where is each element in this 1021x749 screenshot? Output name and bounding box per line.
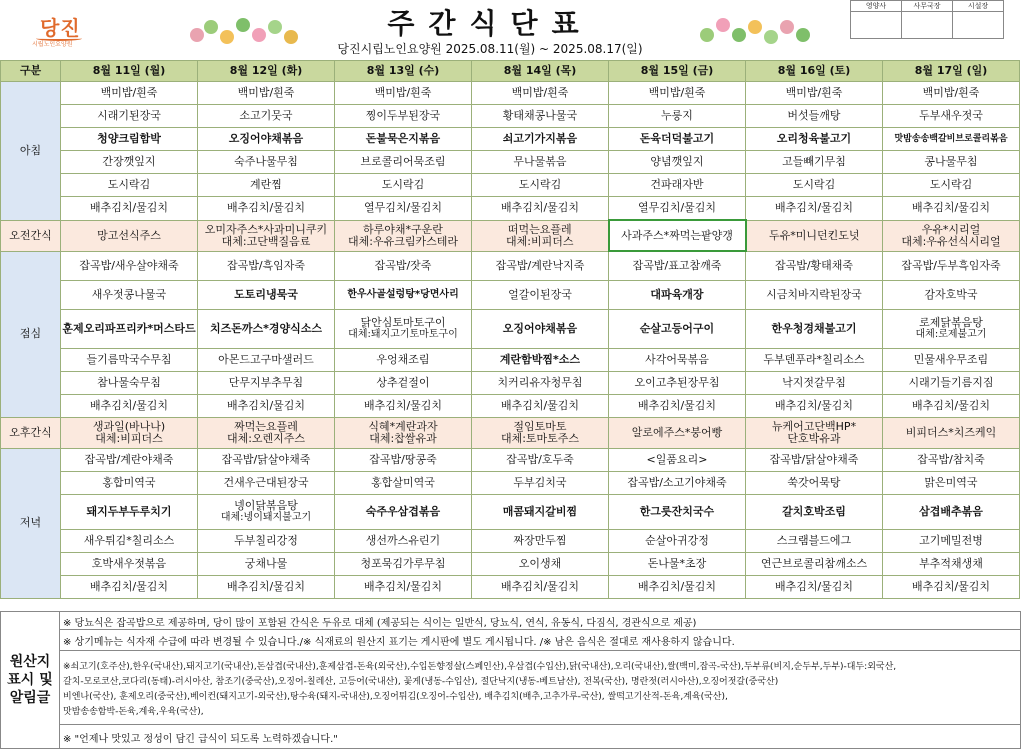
menu-cell-main: 오징어야채볶음 <box>472 309 609 348</box>
leaf-decoration-right <box>700 10 830 50</box>
day-header: 8월 12일 (화) <box>198 61 335 82</box>
snack-item: 우유*시리얼 <box>921 222 981 236</box>
menu-cell: 감자호박국 <box>883 280 1020 309</box>
menu-cell-main: 오징어야채볶음 <box>198 128 335 151</box>
menu-cell-main: 청양크림함박 <box>61 128 198 151</box>
menu-cell: 오이생채 <box>472 552 609 575</box>
menu-cell: 스크램블드에그 <box>746 529 883 552</box>
menu-cell: 배추김치/물김치 <box>609 575 746 598</box>
snack-cell <box>335 220 472 251</box>
menu-cell: 백미밥/흰죽 <box>335 82 472 105</box>
main-dish: 넹이닭볶음탕 <box>234 498 298 512</box>
note-line: 갈치-모로코산,코다리(동태)-러시아산, 참조기(중국산),오징어-칠레산, 고등어(국내산), 꽃게(냉동-수입산), 절단낙지(냉동-베트남산), 전복(국산), 명란젓(러시아산),오징어젓갈(중국산) <box>63 677 779 687</box>
breakfast-row <box>1 174 1020 197</box>
snack-item: 생과일(바나나) <box>92 419 166 433</box>
menu-cell: 백미밥/흰죽 <box>746 82 883 105</box>
menu-cell: 잡곡밥/두부흑임자죽 <box>883 251 1020 280</box>
breakfast-row <box>1 128 1020 151</box>
dinner-row <box>1 494 1020 529</box>
menu-cell-main: 삼겹배추볶음 <box>883 494 1020 529</box>
snack-sub: 단호박유과 <box>787 431 841 445</box>
note-line: 비엔나(국산), 훈제오리(중국산),베이컨(돼지고기-외국산),탕수육(돼지-국내산),오징어튀김(오징어-수입산), 배추김치(배추,고추가루-국산), 쌀떡고기산적-돈육,계육(국산), <box>63 692 728 702</box>
menu-cell: 시금치바지락된장국 <box>746 280 883 309</box>
menu-cell: 민물새우무조림 <box>883 348 1020 371</box>
menu-cell-main: 돈육더덕불고기 <box>609 128 746 151</box>
menu-cell: 무나물볶음 <box>472 151 609 174</box>
pm-snack-row <box>1 417 1020 448</box>
menu-cell: 계란찜 <box>198 174 335 197</box>
menu-cell: 간장깻잎지 <box>61 151 198 174</box>
menu-cell: 잡곡밥/참치죽 <box>883 448 1020 471</box>
menu-cell: 부추적채생채 <box>883 552 1020 575</box>
snack-item: 망고선식주스 <box>97 228 161 242</box>
menu-cell: 두부김치국 <box>472 471 609 494</box>
menu-cell: 콩나물무침 <box>883 151 1020 174</box>
page-header <box>0 0 1021 60</box>
menu-cell-main: 갈치호박조림 <box>746 494 883 529</box>
menu-cell: 배추김치/물김치 <box>198 575 335 598</box>
am-snack-row <box>1 220 1020 251</box>
menu-cell: 배추김치/물김치 <box>883 197 1020 221</box>
dinner-row <box>1 552 1020 575</box>
logo-subtext: 시립노인요양원 <box>32 41 73 48</box>
note-divider <box>60 650 1020 651</box>
menu-cell: 배추김치/물김치 <box>746 394 883 417</box>
menu-cell: 참나물숙무침 <box>61 371 198 394</box>
menu-cell: 배추김치/물김치 <box>198 394 335 417</box>
menu-cell: 잡곡밥/닭살야채죽 <box>746 448 883 471</box>
page-title: 주간식단표 <box>387 7 593 40</box>
menu-cell: 배추김치/물김치 <box>198 197 335 221</box>
menu-cell: 배추김치/물김치 <box>472 197 609 221</box>
lunch-row <box>1 348 1020 371</box>
substitute-dish: 대체:로제불고기 <box>915 328 987 340</box>
lunch-label: 점심 <box>1 251 61 417</box>
menu-cell: 단무지부추무침 <box>198 371 335 394</box>
menu-cell: 잡곡밥/소고기야채죽 <box>609 471 746 494</box>
note-line: ※ 상기메뉴는 식자재 수급에 따라 변경될 수 있습니다./※ 식재료의 원산지 표기는 게시판에 별도 게시됩니다. /※ 남은 음식은 절대로 재사용하지 않습니다. <box>63 637 735 648</box>
menu-cell: 도시락김 <box>746 174 883 197</box>
menu-cell: 사각어묵볶음 <box>609 348 746 371</box>
menu-cell: 시래기들기름지짐 <box>883 371 1020 394</box>
menu-cell-main: 도토리냉묵국 <box>198 280 335 309</box>
menu-cell: 잡곡밥/닭살야채죽 <box>198 448 335 471</box>
menu-cell: 돈나물*초장 <box>609 552 746 575</box>
menu-cell: 청포묵김가루무침 <box>335 552 472 575</box>
approval-label: 영양사 <box>851 1 902 12</box>
menu-cell: 브로콜리어묵조림 <box>335 151 472 174</box>
menu-cell-main: 치즈돈까스*경양식소스 <box>198 309 335 348</box>
category-header: 구분 <box>1 61 61 82</box>
menu-cell: 순살아귀강정 <box>609 529 746 552</box>
menu-cell: 궁채나물 <box>198 552 335 575</box>
menu-cell-main: 쇠고기가지볶음 <box>472 128 609 151</box>
menu-cell: 쑥갓어묵탕 <box>746 471 883 494</box>
menu-cell: 잡곡밥/호두죽 <box>472 448 609 471</box>
main-dish: 로제닭볶음탕 <box>919 315 983 329</box>
snack-cell <box>746 220 883 251</box>
snack-item: 하루야채*구운란 <box>363 222 443 236</box>
menu-cell: 오이고추된장무침 <box>609 371 746 394</box>
menu-cell: 연근브로콜리참깨소스 <box>746 552 883 575</box>
pm-snack-label: 오후간식 <box>1 417 61 448</box>
substitute-dish: 대체:넹이돼지불고기 <box>220 511 312 523</box>
menu-cell: 두부새우젓국 <box>883 105 1020 128</box>
menu-cell: 배추김치/물김치 <box>609 394 746 417</box>
approval-label: 시설장 <box>953 1 1004 12</box>
menu-cell-main: 계란함박찜*소스 <box>472 348 609 371</box>
menu-cell: 백미밥/흰죽 <box>198 82 335 105</box>
menu-cell: 배추김치/물김치 <box>335 575 472 598</box>
menu-cell: 버섯들깨탕 <box>746 105 883 128</box>
menu-cell: 두부칠리강정 <box>198 529 335 552</box>
snack-sub: 대체:비피더스 <box>506 234 574 248</box>
lunch-row <box>1 280 1020 309</box>
menu-cell: 잡곡밥/땅콩죽 <box>335 448 472 471</box>
menu-cell: 호박새우젓볶음 <box>61 552 198 575</box>
note-line: 맛밤송송함박-돈육,계육,우육(국산), <box>63 707 204 717</box>
menu-cell: 치커리유자청무침 <box>472 371 609 394</box>
menu-cell-main: 맛밤송송백갈비브로콜리볶음 <box>883 128 1020 151</box>
breakfast-row <box>1 151 1020 174</box>
menu-cell: 배추김치/물김치 <box>472 394 609 417</box>
snack-sub: 대체:오렌지주스 <box>226 431 306 445</box>
snack-cell <box>883 417 1020 448</box>
dinner-row <box>1 529 1020 552</box>
menu-cell: 잡곡밥/표고참깨죽 <box>609 251 746 280</box>
dinner-row <box>1 448 1020 471</box>
menu-cell: 양념깻잎지 <box>609 151 746 174</box>
weekly-menu-table <box>0 60 1020 599</box>
menu-cell: 백미밥/흰죽 <box>61 82 198 105</box>
menu-cell-main <box>883 309 1020 348</box>
menu-cell: 배추김치/물김치 <box>472 575 609 598</box>
snack-cell <box>61 220 198 251</box>
menu-cell-main: 한우청경채불고기 <box>746 309 883 348</box>
menu-cell: 도시락김 <box>61 174 198 197</box>
menu-cell: 도시락김 <box>335 174 472 197</box>
snack-sub: 대체:토마토주스 <box>500 431 580 445</box>
menu-cell-main: 돼지두부두루치기 <box>61 494 198 529</box>
snack-item: 떠먹는요플레 <box>507 222 572 236</box>
menu-cell-main <box>335 309 472 348</box>
approval-sign <box>851 12 902 39</box>
facility-logo <box>32 12 88 54</box>
note-divider <box>60 629 1020 630</box>
note-line: ※쇠고기(호주산),한우(국내산),돼지고기(국내산),돈삼겹(국내산),훈제삼겹-돈육(외국산),수입돈향정살(스페인산),우삼겹(수입산),닭(국내산),오리(국내산),쌀(백미,잡곡-국산),두부류(비지,순두부,두부)-대두:외국산, <box>63 662 897 672</box>
snack-sub: 대체:고단백질음료 <box>221 234 311 248</box>
day-header: 8월 16일 (토) <box>746 61 883 82</box>
menu-cell: 새우튀김*칠리소스 <box>61 529 198 552</box>
snack-item: 두유*미니던킨도넛 <box>768 228 860 242</box>
snack-cell <box>335 417 472 448</box>
menu-cell: 배추김치/물김치 <box>746 575 883 598</box>
menu-cell: 백미밥/흰죽 <box>609 82 746 105</box>
main-dish: 닭안심토마토구이 <box>360 315 446 329</box>
notes-section <box>0 611 1021 749</box>
snack-cell-selected[interactable] <box>609 220 746 251</box>
menu-cell: 잡곡밥/새우살야채죽 <box>61 251 198 280</box>
approval-label: 사무국장 <box>902 1 953 12</box>
breakfast-row <box>1 197 1020 221</box>
snack-cell <box>198 220 335 251</box>
snack-sub: 대체:찹쌀유과 <box>369 431 437 445</box>
lunch-row <box>1 251 1020 280</box>
menu-cell: 새우젓콩나물국 <box>61 280 198 309</box>
day-header: 8월 15일 (금) <box>609 61 746 82</box>
snack-cell <box>472 417 609 448</box>
menu-cell: 잡곡밥/잣죽 <box>335 251 472 280</box>
menu-cell: 배추김치/물김치 <box>61 394 198 417</box>
menu-cell-main: 대파육개장 <box>609 280 746 309</box>
snack-sub: 대체:우유크림카스테라 <box>348 234 458 248</box>
menu-cell: 열무김치/물김치 <box>609 197 746 221</box>
menu-cell: 잡곡밥/황태채죽 <box>746 251 883 280</box>
lunch-row <box>1 371 1020 394</box>
day-header: 8월 13일 (수) <box>335 61 472 82</box>
menu-cell: 우엉채조림 <box>335 348 472 371</box>
snack-sub: 대체:비피더스 <box>95 431 163 445</box>
menu-cell: <일품요리> <box>609 448 746 471</box>
menu-cell: 들기름막국수무침 <box>61 348 198 371</box>
menu-cell: 도시락김 <box>472 174 609 197</box>
snack-cell <box>746 417 883 448</box>
breakfast-label: 아침 <box>1 82 61 221</box>
snack-item: 절임토마토 <box>513 419 567 433</box>
day-header-row <box>1 61 1020 82</box>
approval-sign <box>953 12 1004 39</box>
menu-cell-main: 오리청육불고기 <box>746 128 883 151</box>
lunch-row <box>1 394 1020 417</box>
menu-cell: 건파래자반 <box>609 174 746 197</box>
menu-cell-main: 매콤돼지갈비찜 <box>472 494 609 529</box>
menu-cell: 고들빼기무침 <box>746 151 883 174</box>
menu-cell: 배추김치/물김치 <box>61 197 198 221</box>
snack-item: 알로에주스*붕어빵 <box>631 425 723 439</box>
snack-item: 식혜*계란과자 <box>368 419 438 433</box>
substitute-dish: 대체:돼지고기토마토구이 <box>348 328 458 340</box>
menu-cell: 잡곡밥/계란야채죽 <box>61 448 198 471</box>
menu-cell: 배추김치/물김치 <box>61 575 198 598</box>
day-header: 8월 11일 (월) <box>61 61 198 82</box>
menu-cell: 배추김치/물김치 <box>335 394 472 417</box>
snack-item: 비피더스*치즈케익 <box>905 425 997 439</box>
menu-cell: 낙지젓갈무침 <box>746 371 883 394</box>
menu-cell: 아몬드고구마샐러드 <box>198 348 335 371</box>
note-divider <box>60 724 1020 725</box>
menu-cell-main <box>198 494 335 529</box>
approval-box <box>850 0 1004 39</box>
snack-cell <box>883 220 1020 251</box>
logo-text: 당진 <box>40 16 81 40</box>
menu-cell: 백미밥/흰죽 <box>883 82 1020 105</box>
menu-cell: 도시락김 <box>883 174 1020 197</box>
menu-cell: 잡곡밥/흑임자죽 <box>198 251 335 280</box>
snack-cell <box>61 417 198 448</box>
menu-cell-main: 돈불묵은지볶음 <box>335 128 472 151</box>
dinner-label: 저녁 <box>1 448 61 598</box>
menu-cell: 열무김치/물김치 <box>335 197 472 221</box>
menu-cell: 배추김치/물김치 <box>883 394 1020 417</box>
menu-cell: 누룽지 <box>609 105 746 128</box>
menu-cell-main: 숙주우삼겹볶음 <box>335 494 472 529</box>
snack-cell <box>609 417 746 448</box>
day-header: 8월 17일 (일) <box>883 61 1020 82</box>
snack-cell <box>198 417 335 448</box>
menu-cell: 소고기뭇국 <box>198 105 335 128</box>
menu-cell: 백미밥/흰죽 <box>472 82 609 105</box>
snack-item: 오미자주스*사과미니쿠키 <box>204 222 328 236</box>
snack-cell <box>472 220 609 251</box>
menu-cell: 맑은미역국 <box>883 471 1020 494</box>
menu-cell: 배추김치/물김치 <box>746 197 883 221</box>
snack-item: 뉴케어고단백HP* <box>771 419 857 433</box>
menu-cell: 고기메밀전병 <box>883 529 1020 552</box>
menu-cell: 찡이두부된장국 <box>335 105 472 128</box>
breakfast-row <box>1 82 1020 105</box>
menu-cell-main: 순살고등어구이 <box>609 309 746 348</box>
snack-sub: 대체:우유선식시리얼 <box>901 234 1001 248</box>
menu-cell: 건새우근대된장국 <box>198 471 335 494</box>
note-line: ※ 당뇨식은 잡곡밥으로 제공하며, 당이 많이 포함된 간식은 두유로 대체 (제공되는 식이는 일반식, 당뇨식, 연식, 유동식, 다짐식, 경관식으로 제공) <box>63 618 697 629</box>
menu-cell: 배추김치/물김치 <box>883 575 1020 598</box>
dinner-row <box>1 471 1020 494</box>
menu-cell: 숙주나물무침 <box>198 151 335 174</box>
menu-cell-main: 한그릇잔치국수 <box>609 494 746 529</box>
menu-cell: 황태채콩나물국 <box>472 105 609 128</box>
approval-sign <box>902 12 953 39</box>
am-snack-label: 오전간식 <box>1 220 61 251</box>
menu-cell: 짜장만두찜 <box>472 529 609 552</box>
menu-cell: 생선까스유린기 <box>335 529 472 552</box>
menu-cell: 두부덴푸라*칠리소스 <box>746 348 883 371</box>
menu-cell: 홍합미역국 <box>61 471 198 494</box>
snack-item: 사과주스*짜먹는팥양갱 <box>621 228 733 242</box>
snack-item: 짜먹는요플레 <box>234 419 298 433</box>
menu-cell-main: 훈제오리파프리카*머스타드 <box>61 309 198 348</box>
menu-cell: 상추겉절이 <box>335 371 472 394</box>
menu-cell: 얼갈이된장국 <box>472 280 609 309</box>
lunch-row <box>1 309 1020 348</box>
menu-cell: 홍합살미역국 <box>335 471 472 494</box>
breakfast-row <box>1 105 1020 128</box>
notes-label: 원산지 표시 및 알림글 <box>1 612 60 748</box>
menu-cell: 시래기된장국 <box>61 105 198 128</box>
page-subtitle: 당진시립노인요양원 2025.08.11(월) ~ 2025.08.17(일) <box>337 42 643 56</box>
menu-cell-main: 한우사골설렁탕*당면사리 <box>335 280 472 309</box>
dinner-row <box>1 575 1020 598</box>
menu-cell: 잡곡밥/계란낙지죽 <box>472 251 609 280</box>
day-header: 8월 14일 (목) <box>472 61 609 82</box>
note-line: ※ "언제나 맛있고 정성이 담긴 급식이 되도록 노력하겠습니다." <box>63 734 338 745</box>
